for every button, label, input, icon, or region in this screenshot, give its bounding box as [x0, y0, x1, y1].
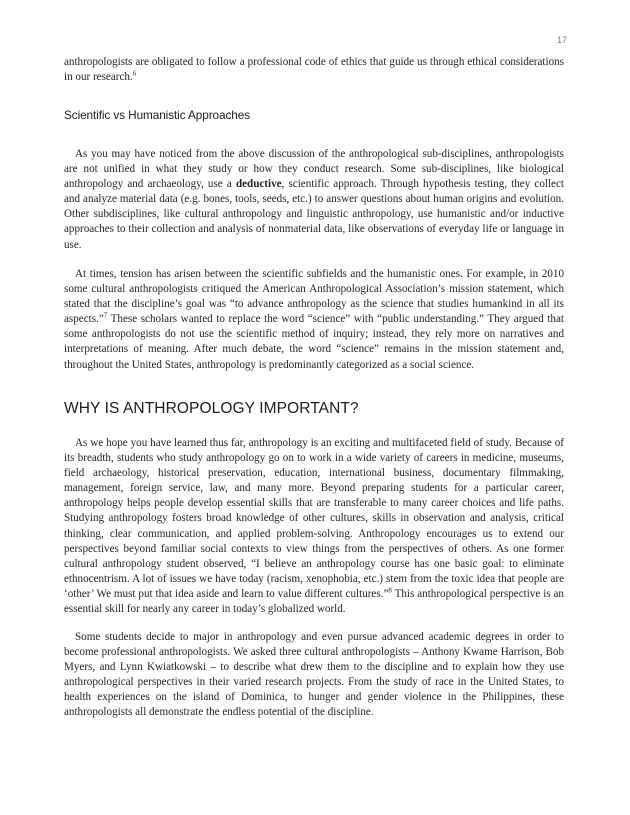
paragraph-text: At times, tension has arisen between the scientific subfields and the humanistic ones. For example, in 2010 some cultural anthropologists critiqued the American Anthropological Association’s mission statement, which stated that the discipline’s goal was “to advance anthropology as the science that studies humankind in all its aspects.” — [64, 268, 564, 326]
paragraph-scientific-approaches — [64, 147, 564, 253]
intro-paragraph — [64, 55, 564, 85]
paragraph-text: As we hope you have learned thus far, anthropology is an exciting and multifaceted field of study. Because of its breadth, students who study anthropology go on to work in a wide variety of careers in medicine, museums, field archaeology, historical preservation, education, international business, documentary filmmaking, management, foreign service, law, and many more. Beyond preparing students for a particular career, anthropology helps people develop essential skills that are transferable to many career choices and life paths. Studying anthropology fosters broad knowledge of other cultures, skills in observation and analysis, critical thinking, clear communication, and applied problem-solving. Anthropology encourages us to extend our perspectives beyond familiar social contexts to view things from the perspectives of others. As one former cultural anthropology student observed, “I believe an anthropology course has one basic goal: to eliminate ethnocentrism. A lot of issues we have today (racism, xenophobia, etc.) stem from the toxic idea that people are ‘other’ We must put that idea aside and learn to value different cultures.” — [64, 437, 564, 600]
section-heading: WHY IS ANTHROPOLOGY IMPORTANT? — [64, 400, 359, 417]
page-number: 17 — [556, 35, 567, 45]
paragraph-text: , scientific approach. Through hypothesis testing, they collect and analyze material data (e.g. bones, tools, seeds, etc.) to answer questions about human origins and evolution. Other subdisciplines, like cultural anthropology and linguistic anthropology, use humanistic and/or inductive approaches to their collection and analysis of nonmaterial data, like observations of everyday life or language in use. — [64, 178, 564, 251]
footnote-marker: 7 — [103, 311, 108, 320]
paragraph-text: As you may have noticed from the above discussion of the anthropological sub-disciplines, anthropologists are not unified in what they study or how they conduct research. Some sub-disciplines, like biological anthropology and archaeology, use a — [64, 148, 564, 191]
subsection-heading: Scientific vs Humanistic Approaches — [64, 108, 250, 122]
paragraph-importance — [64, 436, 564, 617]
paragraph-text: This anthropological perspective is an essential skill for nearly any career in today’s globalized world. — [64, 587, 564, 616]
footnote-marker: 6 — [132, 69, 137, 78]
footnote-marker: 8 — [388, 586, 392, 595]
paragraph-careers — [64, 630, 564, 721]
paragraph-text: Some students decide to major in anthropology and even pursue advanced academic degrees in order to become professional anthropologists. We asked three cultural anthropologists – Anthony Kwame Harrison, Bob Myers, and Lynn Kwiatkowski – to describe what drew them to the discipline and to explain how they use anthropological perspectives in their varied research projects. From the study of race in the United States, to health experiences on the island of Dominica, to hunger and gender violence in the Philippines, these anthropologists all demonstrate the endless potential of the discipline. — [64, 631, 564, 719]
intro-text: anthropologists are obligated to follow a professional code of ethics that guide us through ethical considerations in our research. — [64, 56, 564, 84]
paragraph-tension — [64, 267, 564, 373]
bold-term: deductive — [235, 178, 282, 191]
paragraph-text: These scholars wanted to replace the word “science” with “public understanding.” They argued that some anthropologists do not use the scientific method of inquiry; instead, they rely more on narratives and interpretations of meaning. After much debate, the word “science” remains in the mission statement and, throughout the United States, anthropology is predominantly categorized as a social science. — [64, 313, 564, 371]
